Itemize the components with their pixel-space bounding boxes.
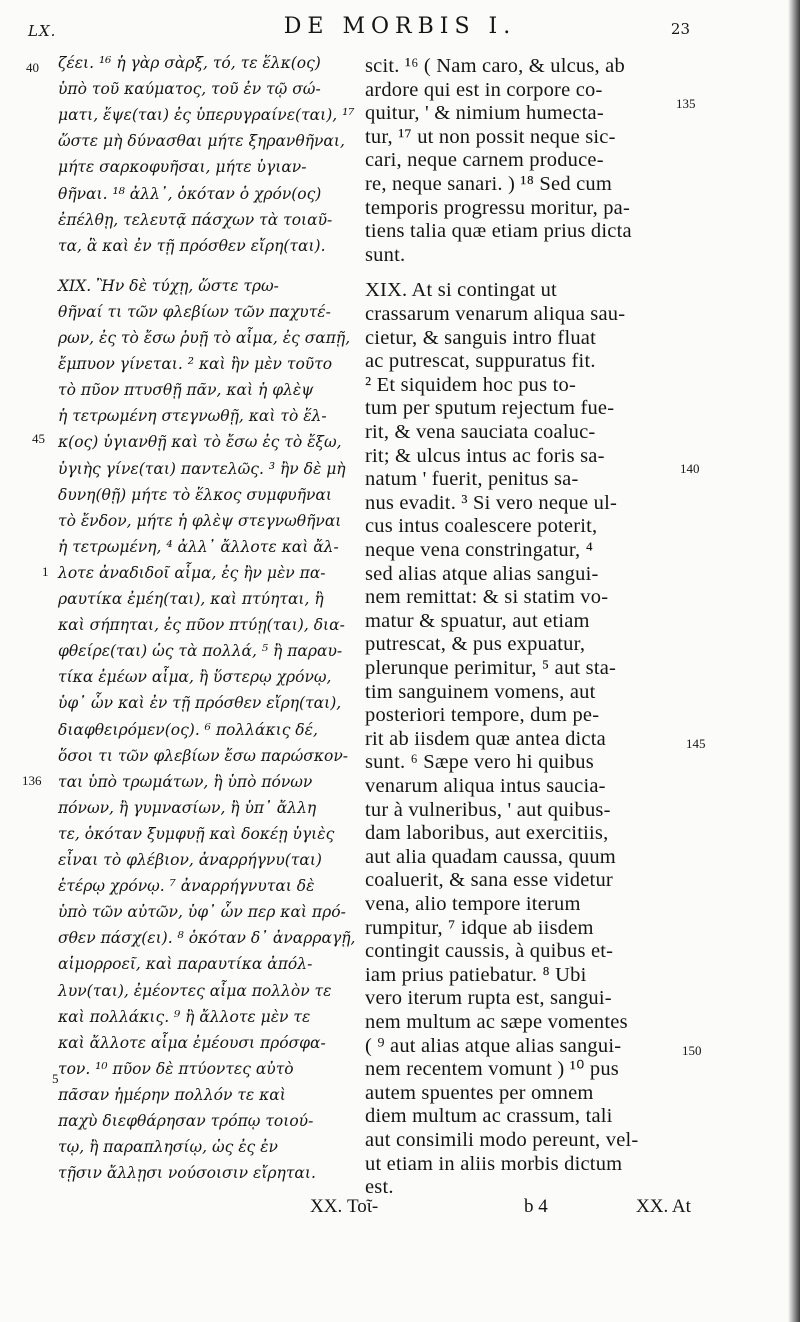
text-line: dam laboribus, aut exercitiis,	[365, 822, 609, 845]
text-line: iam prius patiebatur. ⁸ Ubi	[365, 963, 587, 986]
margin-number: 1	[42, 564, 49, 579]
text-line: ardore qui est in corpore co-	[365, 78, 603, 101]
text-line: nem recentem vomunt ) ¹⁰ pus	[365, 1058, 619, 1081]
page-number: 23	[670, 20, 690, 38]
text-line: ² Et siquidem hoc pus to-	[365, 373, 577, 396]
text-line: vena, alio tempore iterum	[365, 893, 581, 915]
text-line: quitur, ' & nimium humecta-	[365, 102, 604, 125]
text-line: tiens talia quæ etiam prius dicta	[365, 220, 632, 243]
header-section-number: LX.	[28, 22, 57, 40]
text-line: ται ὑπὸ τρωμάτων, ἢ ὑπὸ πόνων	[58, 772, 313, 791]
margin-number: 5	[52, 1071, 59, 1086]
text-line: τίκα ἐμέων αἷμα, ἢ ὕστερῳ χρόνῳ,	[58, 668, 332, 687]
text-line: crassarum venarum aliqua sau-	[365, 303, 626, 325]
text-line: rit, & vena sauciata coaluc-	[365, 421, 596, 443]
text-line: ( ⁹ aut alias atque alias sangui-	[365, 1034, 622, 1057]
text-line: φθείρε(ται) ὡς τὰ πολλά, ⁵ ἢ παραυ-	[58, 642, 343, 661]
text-line: coaluerit, & sana esse videtur	[365, 869, 613, 892]
text-line: cus intus coalescere poterit,	[365, 515, 598, 538]
text-line: posteriori tempore, dum pe-	[365, 704, 600, 727]
running-title: DE MORBIS I.	[283, 14, 517, 39]
text-line: αἱμορροεῖ, καὶ παραυτίκα ἀπόλ-	[58, 955, 313, 974]
text-line: ὥστε μὴ δύνασθαι μήτε ξηρανθῆναι,	[58, 132, 345, 151]
text-line: cari, neque carnem produce-	[365, 149, 604, 172]
text-line: re, neque sanari. ) ¹⁸ Sed cum	[365, 173, 612, 195]
text-line: cietur, & sanguis intro fluat	[365, 326, 596, 349]
text-line: ζέει. ¹⁶ ἡ γὰρ σὰρξ, τό, τε ἕλκ(ος)	[58, 54, 321, 72]
text-line: λοτε ἀναδιδοῖ αἷμα, ἐς ἢν μὲν πα-	[58, 563, 326, 582]
text-line: putrescat, & pus expuatur,	[365, 633, 586, 656]
text-line: ὅσοι τι τῶν φλεβίων ἔσω παρώσκον-	[58, 746, 349, 765]
text-line: τῇσιν ἄλλῃσι νούσοισιν εἴρηται.	[58, 1164, 316, 1183]
margin-number: 150	[682, 1043, 702, 1058]
text-line: τε, ὁκόταν ξυμφυῇ καὶ δοκέῃ ὑγιὲς	[58, 824, 335, 843]
signature-mark: b 4	[524, 1196, 548, 1217]
text-line: θῆναι. ¹⁸ ἀλλ᾽, ὁκόταν ὁ χρόν(ος)	[58, 184, 322, 203]
text-line: rumpitur, ⁷ idque ab iisdem	[365, 916, 594, 939]
text-line: διαφθειρόμεν(ος). ⁶ πολλάκις δέ,	[58, 720, 318, 739]
margin-number: 145	[686, 736, 706, 751]
text-line: ἑτέρῳ χρόνῳ. ⁷ ἀναρρήγνυται δὲ	[58, 877, 315, 896]
text-line: παχὺ διεφθάρησαν τρόπῳ τοιού-	[58, 1112, 314, 1130]
text-line: ac putrescat, suppuratus fit.	[365, 350, 596, 373]
text-line: ρων, ἐς τὸ ἔσω ῥυῇ τὸ αἷμα, ἐς σαπῇ,	[58, 329, 351, 347]
text-line: contingit caussis, à quibus et-	[365, 940, 614, 963]
text-line: sunt. ⁶ Sæpe vero hi quibus	[365, 751, 594, 774]
text-line: natum ' fuerit, penitus sa-	[365, 468, 579, 491]
text-line: ut etiam in aliis morbis dictum	[365, 1152, 623, 1175]
text-line: neque vena constringatur, ⁴	[365, 539, 594, 561]
text-line: ὑπὸ τῶν αὐτῶν, ὑφ᾽ ὧν περ καὶ πρό-	[58, 903, 346, 922]
text-line: sunt.	[365, 243, 406, 266]
text-line: καὶ σήπηται, ἐς πῦον πτύῃ(ται), δια-	[58, 616, 345, 635]
text-line: venarum aliqua intus saucia-	[365, 775, 606, 797]
text-line: ἡ τετρωμένη στεγνωθῇ, καὶ τὸ ἕλ-	[58, 407, 327, 426]
text-line: tim sanguinem vomens, aut	[365, 680, 596, 703]
latin-catchword: XX. At	[636, 1196, 691, 1217]
text-line: nem multum ac sæpe vomentes	[365, 1011, 628, 1033]
text-line: tur, ¹⁷ ut non possit neque sic-	[365, 125, 616, 148]
text-line: matur & spuatur, aut etiam	[365, 609, 590, 632]
margin-number: 40	[26, 60, 39, 75]
margin-number: 135	[676, 96, 696, 111]
text-line: rit; & ulcus intus ac foris sa-	[365, 444, 605, 467]
text-line: XIX. Ἢν δὲ τύχῃ, ὥστε τρω-	[58, 276, 279, 295]
margin-number: 45	[32, 431, 45, 446]
text-line: scit. ¹⁶ ( Nam caro, & ulcus, ab	[365, 55, 625, 77]
greek-catchword: XX. Τοῖ-	[310, 1196, 379, 1217]
text-line: ὑπὸ τοῦ καύματος, τοῦ ἐν τῷ σώ-	[58, 80, 321, 99]
text-line: ὑφ᾽ ὧν καὶ ἐν τῇ πρόσθεν εἴρη(ται),	[58, 694, 342, 713]
page-gutter-shadow	[788, 0, 800, 1322]
margin-number: 140	[680, 461, 700, 476]
text-line: πόνων, ἢ γυμνασίων, ἢ ὑπ᾽ ἄλλη	[58, 798, 317, 817]
text-line: τῳ, ἢ παραπλησίῳ, ὡς ἐς ἐν	[58, 1138, 278, 1157]
text-line: σθεν πάσχ(ει). ⁸ ὁκόταν δ᾽ ἀναρραγῇ,	[58, 929, 356, 948]
text-line: diem multum ac crassum, tali	[365, 1105, 613, 1128]
text-line: sed alias atque alias sangui-	[365, 562, 599, 585]
text-line: vero iterum rupta est, sangui-	[365, 987, 612, 1010]
text-line: ματι, ἕψε(ται) ἐς ὑπερυγραίνε(ται), ¹⁷	[58, 106, 355, 125]
text-line: ἔμπυον γίνεται. ² καὶ ἢν μὲν τοῦτο	[58, 355, 333, 374]
text-line: tum per sputum rejectum fue-	[365, 397, 615, 420]
text-line: πᾶσαν ἡμέρην πολλόν τε καὶ	[58, 1085, 286, 1104]
margin-number: 136	[22, 773, 42, 788]
text-line: τὸ πῦον πτυσθῇ πᾶν, καὶ ἡ φλὲψ	[58, 381, 314, 400]
text-line: εἶναι τὸ φλέβιον, ἀναρρήγνυ(ται)	[58, 851, 322, 869]
text-line: τον. ¹⁰ πῦον δὲ πτύοντες αὐτὸ	[58, 1059, 294, 1078]
text-line: nem remittat: & si statim vo-	[365, 586, 609, 609]
text-line: plerunque perimitur, ⁵ aut sta-	[365, 657, 617, 679]
text-line: temporis progressu moritur, pa-	[365, 196, 630, 219]
text-line: tur à vulneribus, ' aut quibus-	[365, 798, 611, 821]
text-line: θῆναί τι τῶν φλεβίων τῶν παχυτέ-	[58, 302, 331, 321]
text-line: τα, ἃ καὶ ἐν τῇ πρόσθεν εἴρη(ται).	[58, 236, 326, 255]
text-line: aut alia quadam caussa, quum	[365, 845, 616, 868]
text-line: καὶ ἄλλοτε αἷμα ἐμέουσι πρόσφα-	[58, 1033, 326, 1052]
text-line: XIX. At si contingat ut	[365, 279, 557, 302]
text-line: rit ab iisdem quæ antea dicta	[365, 727, 606, 750]
text-line: aut consimili modo pereunt, vel-	[365, 1129, 639, 1151]
text-line: est.	[365, 1176, 394, 1199]
text-line: λυν(ται), ἐμέοντες αἷμα πολλὸν τε	[58, 981, 332, 1000]
text-line: τὸ ἔνδον, μήτε ἡ φλὲψ στεγνωθῆναι	[58, 511, 342, 530]
text-line: ἐπέλθῃ, τελευτᾷ πάσχων τὰ τοιαῦ-	[58, 210, 333, 229]
text-line: δυνη(θῇ) μήτε τὸ ἕλκος συμφυῆναι	[58, 485, 332, 504]
text-line: ραυτίκα ἐμέη(ται), καὶ πτύηται, ἢ	[58, 590, 324, 608]
text-line: autem spuentes per omnem	[365, 1081, 594, 1104]
text-line: ἡ τετρωμένη, ⁴ ἀλλ᾽ ἄλλοτε καὶ ἄλ-	[58, 537, 339, 556]
text-line: κ(ος) ὑγιανθῇ καὶ τὸ ἔσω ἐς τὸ ἔξω,	[58, 433, 342, 452]
text-line: ὑγιὴς γίνε(ται) παντελῶς. ³ ἢν δὲ μὴ	[58, 459, 346, 478]
text-line: καὶ πολλάκις. ⁹ ἢ ἄλλοτε μὲν τε	[58, 1007, 311, 1026]
text-line: nus evadit. ³ Si vero neque ul-	[365, 491, 618, 514]
text-line: μήτε σαρκοφυῆσαι, μήτε ὑγιαν-	[58, 158, 307, 177]
